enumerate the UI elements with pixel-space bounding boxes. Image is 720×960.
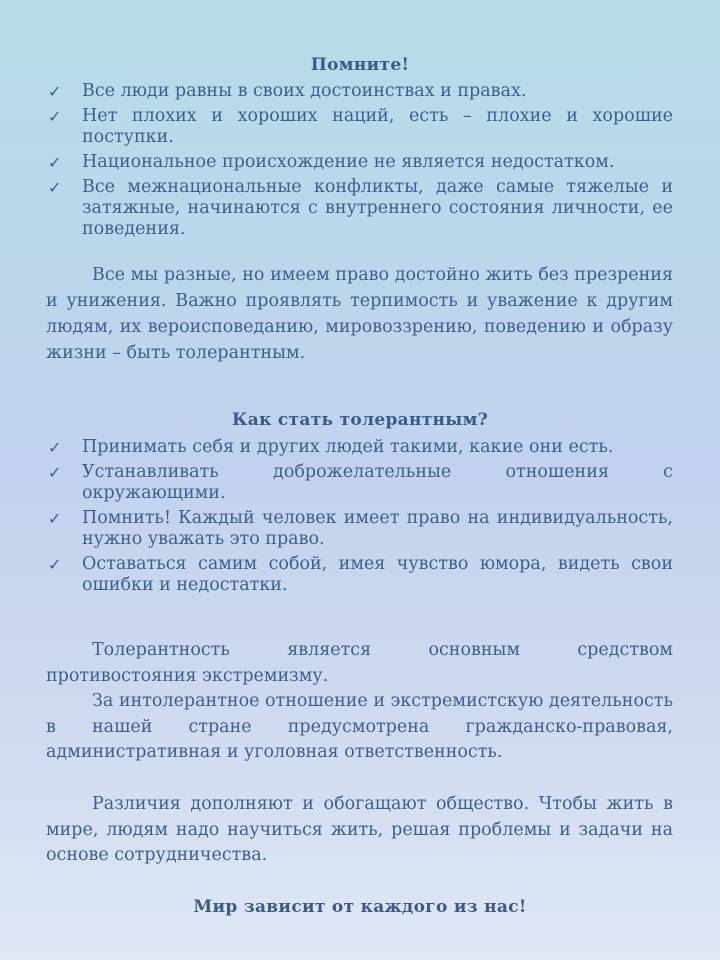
list-item: ✓ Нет плохих и хороших наций, есть – плохие и хорошие поступки. xyxy=(48,106,673,147)
list-item: ✓ Все люди равны в своих достоинствах и правах. xyxy=(48,81,527,101)
list-item: ✓ Помнить! Каждый человек имеет право на индивидуальность, нужно уважать это право. xyxy=(48,508,673,549)
paragraph-tolerance-extremism: Толерантность является основным средством противостояния экстремизму. xyxy=(46,640,673,686)
checkmark-icon: ✓ xyxy=(48,438,62,457)
checkmark-icon: ✓ xyxy=(48,153,62,172)
list-item: ✓ Национальное происхождение не является недостатком. xyxy=(48,152,615,172)
heading-remember: Помните! xyxy=(310,55,410,75)
heading-how-to-be-tolerant: Как стать толерантным? xyxy=(232,410,488,430)
list-item: ✓ Устанавливать доброжелательные отношения с окружающими. xyxy=(48,462,673,503)
checkmark-icon: ✓ xyxy=(48,82,62,101)
checkmark-icon: ✓ xyxy=(48,555,62,574)
list-item: ✓ Оставаться самим собой, имея чувство юмора, видеть свои ошибки и недостатки. xyxy=(48,554,673,595)
paragraph-responsibility: За интолерантное отношение и экстремистскую деятельность в нашей стране предусмотрена гражданско-правовая, административная и уголовная ответственность. xyxy=(46,691,673,762)
checkmark-icon: ✓ xyxy=(48,107,62,126)
how-to-list xyxy=(46,437,673,600)
list-item: ✓ Все межнациональные конфликты, даже самые тяжелые и затяжные, начинаются с внутреннего состояния личности, ее поведения. xyxy=(48,177,673,239)
checkmark-icon: ✓ xyxy=(48,178,62,197)
checkmark-icon: ✓ xyxy=(48,463,62,482)
remember-list xyxy=(46,81,673,244)
checkmark-icon: ✓ xyxy=(48,509,62,528)
paragraph-diversity: Все мы разные, но имеем право достойно жить без презрения и унижения. Важно проявлять терпимость и уважение к другим людям, их вероисповеданию, мировоззрению, поведению и образу жизни – быть толерантным. xyxy=(46,265,673,363)
closing-slogan: Мир зависит от каждого из нас! xyxy=(193,897,527,917)
list-item: ✓ Принимать себя и других людей такими, какие они есть. xyxy=(48,437,614,457)
paragraph-differences: Различия дополняют и обогащают общество. Чтобы жить в мире, людям надо научиться жить, решая проблемы и задачи на основе сотрудничества. xyxy=(46,794,673,865)
